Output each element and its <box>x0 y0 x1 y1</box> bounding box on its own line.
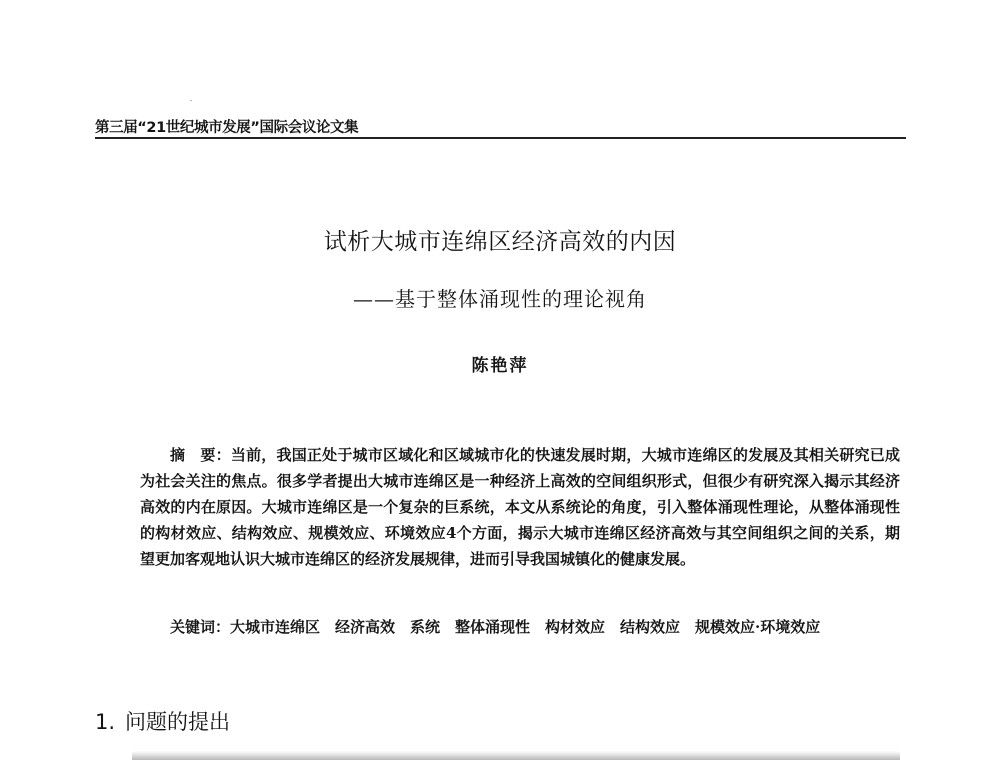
paper-title: 试析大城市连绵区经济高效的内因 <box>323 229 677 255</box>
author-name: 陈艳萍 <box>471 356 529 376</box>
paper-subtitle: ——基于整体涌现性的理论视角 <box>353 287 647 311</box>
scan-speck <box>190 100 192 101</box>
abstract-label: 摘 要： <box>170 446 231 464</box>
running-head: 第三届“21世纪城市发展”国际会议论文集 <box>95 120 359 136</box>
section-title: 问题的提出 <box>125 710 231 734</box>
section-heading <box>95 707 230 737</box>
keywords-text: 大城市连绵区 经济高效 系统 整体涌现性 构材效应 结构效应 规模效应·环境效应 <box>230 618 821 636</box>
cut-off-text-line <box>132 751 900 760</box>
abstract-text: 当前，我国正处于城市区域化和区域城市化的快速发展时期，大城市连绵区的发展及其相关研究已成为社会关注的焦点。很多学者提出大城市连绵区是一种经济上高效的空间组织形式，但很少有研究深入揭示其经济高效的内在原因。大城市连绵区是一个复杂的巨系统，本文从系统论的角度，引入整体涌现性理论，从整体涌现性的构材效应、结构效应、规模效应、环境效应4个方面，揭示大城市连绵区经济高效与其空间组织之间的关系，期望更加客观地认识大城市连绵区的经济发展规律，进而引导我国城镇化的健康发展。 <box>140 446 900 568</box>
keywords-paragraph <box>140 614 900 640</box>
keywords-label: 关键词： <box>170 618 231 636</box>
section-number: 1. <box>95 710 116 734</box>
header-rule <box>95 137 906 139</box>
abstract-paragraph <box>140 442 900 572</box>
